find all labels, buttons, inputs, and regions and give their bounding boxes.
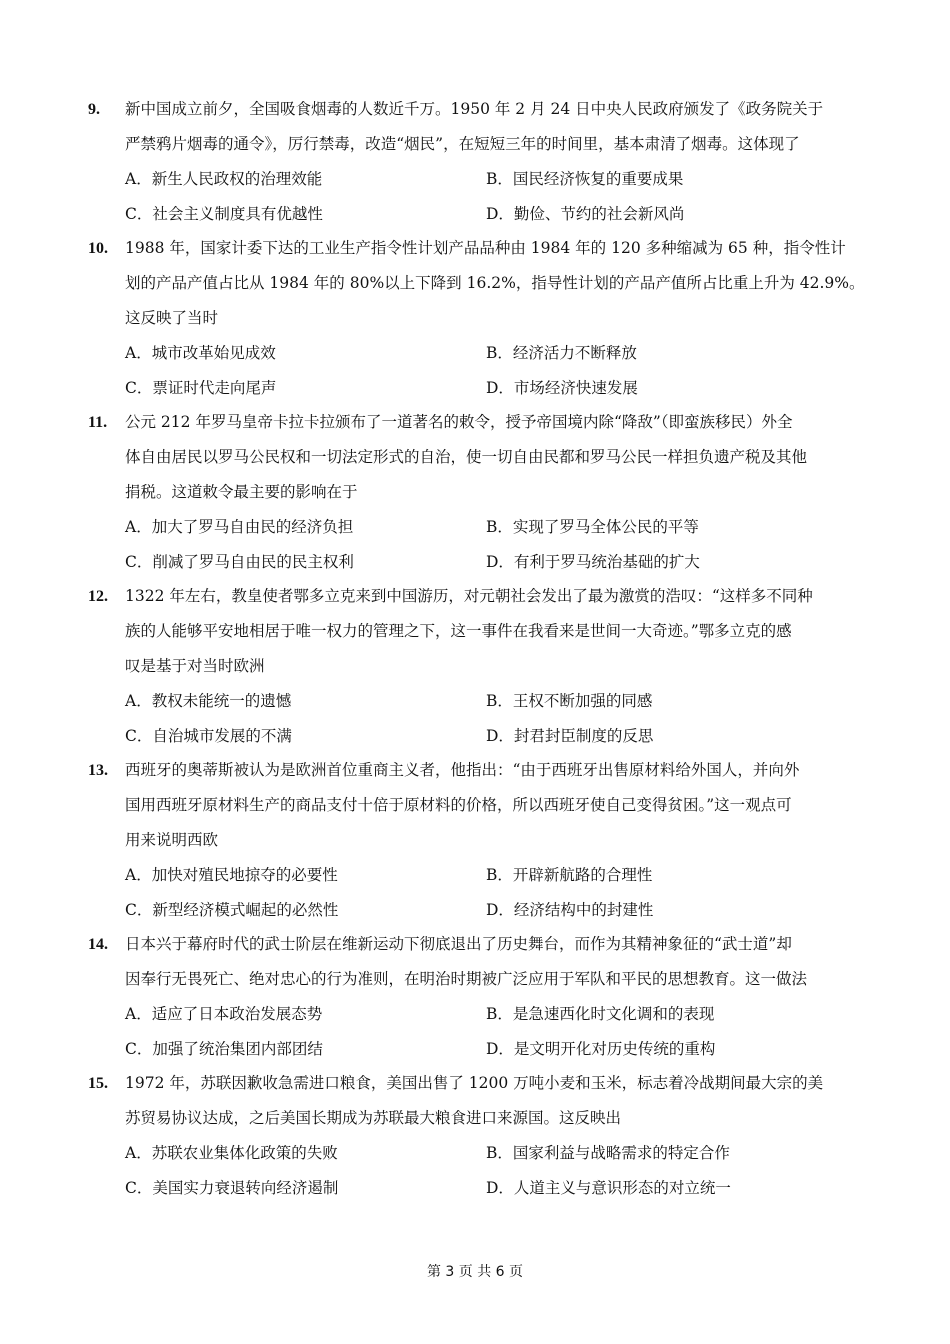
question-9 xyxy=(88,92,868,232)
question-14 xyxy=(88,927,868,1067)
question-stem xyxy=(125,927,868,997)
option-a[interactable]: A．新生人民政权的治理效能 xyxy=(125,170,323,188)
question-number: 10. xyxy=(88,240,108,257)
stem-line: 国用西班牙原材料生产的商品支付十倍于原材料的价格，所以西班牙使自己变得贫困。”这一观点可 xyxy=(125,796,792,814)
question-stem xyxy=(125,231,868,336)
stem-line: 族的人能够平安地相居于唯一权力的管理之下，这一事件在我看来是世间一大奇迹。”鄂多立克的感 xyxy=(125,622,792,640)
option-d[interactable]: D．是文明开化对历史传统的重构 xyxy=(486,1040,716,1058)
options xyxy=(88,162,868,232)
stem-line: 公元 212 年罗马皇帝卡拉卡拉颁布了一道著名的敕令，授予帝国境内除“降敌”（即蛮族移民）外全 xyxy=(125,413,793,431)
stem-line: 西班牙的奥蒂斯被认为是欧洲首位重商主义者，他指出：“由于西班牙出售原材料给外国人，并向外 xyxy=(125,761,800,779)
question-number: 14. xyxy=(88,936,108,953)
stem-line: 日本兴于幕府时代的武士阶层在维新运动下彻底退出了历史舞台，而作为其精神象征的“武士道”却 xyxy=(125,935,792,953)
option-b[interactable]: B．实现了罗马全体公民的平等 xyxy=(486,518,699,536)
option-d[interactable]: D．人道主义与意识形态的对立统一 xyxy=(486,1179,731,1197)
question-stem xyxy=(125,405,868,510)
option-a[interactable]: A．教权未能统一的遗憾 xyxy=(125,692,292,710)
option-c[interactable]: C．美国实力衰退转向经济遏制 xyxy=(125,1179,339,1197)
option-a[interactable]: A．加大了罗马自由民的经济负担 xyxy=(125,518,354,536)
option-c[interactable]: C．削减了罗马自由民的民主权利 xyxy=(125,553,354,571)
option-d[interactable]: D．市场经济快速发展 xyxy=(486,379,638,397)
options xyxy=(88,858,868,928)
option-c[interactable]: C．新型经济模式崛起的必然性 xyxy=(125,901,339,919)
stem-line: 1322 年左右，教皇使者鄂多立克来到中国游历，对元朝社会发出了最为激赏的浩叹：“这样多不同种 xyxy=(125,587,813,605)
question-stem xyxy=(125,1066,868,1136)
question-13 xyxy=(88,753,868,928)
question-11 xyxy=(88,405,868,580)
question-10 xyxy=(88,231,868,406)
question-stem xyxy=(125,92,868,162)
option-c[interactable]: C．加强了统治集团内部团结 xyxy=(125,1040,323,1058)
options xyxy=(88,684,868,754)
option-b[interactable]: B．国民经济恢复的重要成果 xyxy=(486,170,684,188)
option-b[interactable]: B．经济活力不断释放 xyxy=(486,344,637,362)
stem-line: 1972 年，苏联因歉收急需进口粮食，美国出售了 1200 万吨小麦和玉米，标志着冷战期间最大宗的美 xyxy=(125,1074,824,1092)
stem-line: 因奉行无畏死亡、绝对忠心的行为准则，在明治时期被广泛应用于军队和平民的思想教育。这一做法 xyxy=(125,970,808,988)
option-c[interactable]: C．社会主义制度具有优越性 xyxy=(125,205,323,223)
option-d[interactable]: D．经济结构中的封建性 xyxy=(486,901,654,919)
options xyxy=(88,1136,868,1206)
question-12 xyxy=(88,579,868,754)
stem-line: 捐税。这道敕令最主要的影响在于 xyxy=(125,483,358,501)
question-15 xyxy=(88,1066,868,1206)
stem-line: 用来说明西欧 xyxy=(125,831,219,849)
stem-line: 新中国成立前夕，全国吸食烟毒的人数近千万。1950 年 2 月 24 日中央人民政府颁发了《政务院关于 xyxy=(125,100,824,118)
question-number: 9. xyxy=(88,101,100,118)
question-stem xyxy=(125,753,868,858)
stem-line: 1988 年，国家计委下达的工业生产指令性计划产品品种由 1984 年的 120 多种缩减为 65 种，指令性计 xyxy=(125,239,846,257)
option-a[interactable]: A．适应了日本政治发展态势 xyxy=(125,1005,323,1023)
page-footer: 第 3 页 共 6 页 xyxy=(426,1264,524,1280)
stem-line: 苏贸易协议达成，之后美国长期成为苏联最大粮食进口来源国。这反映出 xyxy=(125,1109,622,1127)
options xyxy=(88,510,868,580)
stem-line: 体自由居民以罗马公民权和一切法定形式的自治，使一切自由民都和罗马公民一样担负遗产税及其他 xyxy=(125,448,808,466)
stem-line: 严禁鸦片烟毒的通令》，厉行禁毒，改造“烟民”，在短短三年的时间里，基本肃清了烟毒。这体现了 xyxy=(125,135,800,153)
stem-line: 叹是基于对当时欧洲 xyxy=(125,657,265,675)
option-d[interactable]: D．有利于罗马统治基础的扩大 xyxy=(486,553,700,571)
option-b[interactable]: B．国家利益与战略需求的特定合作 xyxy=(486,1144,730,1162)
option-d[interactable]: D．封君封臣制度的反思 xyxy=(486,727,654,745)
stem-line: 划的产品产值占比从 1984 年的 80%以上下降到 16.2%，指导性计划的产品产值所占比重上升为 42.9%。 xyxy=(125,274,865,292)
option-c[interactable]: C．票证时代走向尾声 xyxy=(125,379,277,397)
options xyxy=(88,336,868,406)
question-number: 11. xyxy=(88,414,108,431)
question-number: 12. xyxy=(88,588,108,605)
option-d[interactable]: D．勤俭、节约的社会新风尚 xyxy=(486,205,685,223)
option-b[interactable]: B．王权不断加强的同感 xyxy=(486,692,653,710)
option-b[interactable]: B．是急速西化时文化调和的表现 xyxy=(486,1005,715,1023)
question-number: 15. xyxy=(88,1075,108,1092)
question-number: 13. xyxy=(88,762,108,779)
stem-line: 这反映了当时 xyxy=(125,309,219,327)
option-a[interactable]: A．苏联农业集体化政策的失败 xyxy=(125,1144,338,1162)
question-stem xyxy=(125,579,868,684)
option-a[interactable]: A．城市改革始见成效 xyxy=(125,344,276,362)
options xyxy=(88,997,868,1067)
option-a[interactable]: A．加快对殖民地掠夺的必要性 xyxy=(125,866,338,884)
option-b[interactable]: B．开辟新航路的合理性 xyxy=(486,866,653,884)
option-c[interactable]: C．自治城市发展的不满 xyxy=(125,727,292,745)
